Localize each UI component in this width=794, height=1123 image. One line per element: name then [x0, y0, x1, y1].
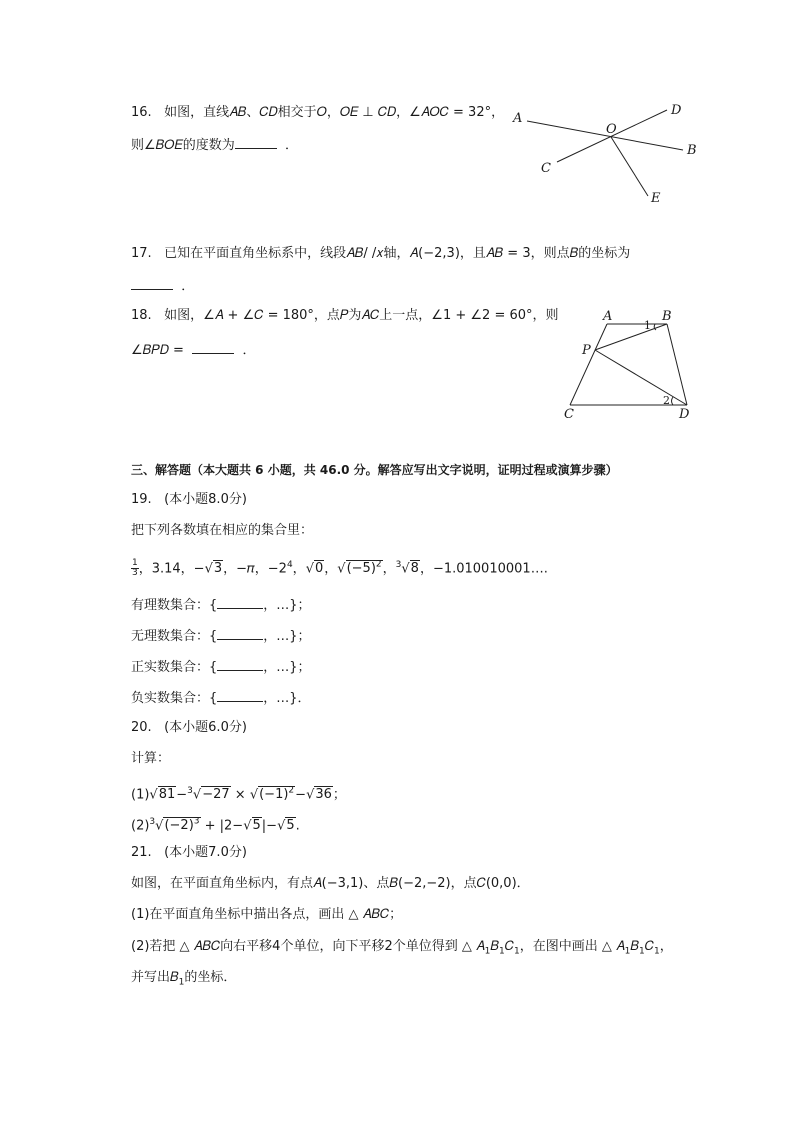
q18-period: ．	[242, 343, 256, 358]
label-e: E	[651, 191, 661, 206]
set-end: ，…}．	[263, 691, 311, 706]
q19-numbers	[131, 555, 548, 579]
q21-number: 21.	[131, 845, 152, 860]
q21-header	[131, 843, 247, 863]
segment-bd	[667, 324, 687, 405]
angle-2-arc	[672, 397, 674, 405]
separator: ，	[324, 561, 338, 577]
sqrt-icon: √	[204, 561, 213, 577]
irrational-blank[interactable]	[217, 625, 263, 640]
label-c: C	[541, 161, 551, 176]
radicand-8: 8	[410, 561, 419, 577]
label-d: D	[679, 407, 690, 422]
exponent-3: 3	[193, 817, 200, 827]
ray-oe	[611, 137, 648, 196]
q17-text: 已知在平面直角坐标系中，线段𝐴𝐵/ /𝑥轴，𝐴(−2,3)，且𝐴𝐵 = 3，则点𝐵的坐标为	[164, 246, 631, 261]
label-angle-1: 1	[644, 319, 651, 332]
sqrt-icon: √	[249, 787, 259, 803]
q16-line2	[131, 134, 298, 156]
radicand-neg27: −27	[202, 787, 230, 803]
label-b: B	[662, 309, 672, 324]
segment-pd	[595, 350, 687, 405]
label-d: D	[671, 103, 682, 118]
label-a: A	[603, 309, 613, 324]
operator: −	[295, 787, 307, 803]
set-end: ，…}；	[263, 629, 311, 644]
q21-part2-cont	[131, 968, 236, 993]
positive-label: 正实数集合：{	[131, 660, 218, 675]
negative-label: 负实数集合：{	[131, 691, 218, 706]
irrational-label: 无理数集合：{	[131, 629, 218, 644]
radicand-neg2-cubed	[163, 817, 200, 833]
terminator: .	[295, 818, 300, 834]
q20-number: 20.	[131, 720, 152, 735]
q21-part1: (1)在平面直角坐标中描出各点，画出 △ 𝐴𝐵𝐶；	[131, 907, 403, 922]
cube-root-index: 3	[149, 817, 156, 827]
q16-line1	[131, 103, 504, 123]
exponent-2: 2	[288, 786, 295, 796]
q17-number: 17.	[131, 246, 152, 261]
angle-1-arc	[654, 324, 656, 330]
separator: ，	[292, 561, 306, 577]
q21-part2-text: ，在图中画出 △ 𝐴	[519, 939, 625, 954]
operator: |−	[261, 818, 278, 834]
q19-header	[131, 490, 247, 510]
q18-line2	[131, 339, 255, 361]
q21-part2-text: 𝐵	[490, 939, 500, 954]
label-p: P	[582, 343, 591, 358]
label-a: A	[513, 111, 523, 126]
subscript: 1	[499, 946, 505, 957]
operator: + |2−	[200, 818, 244, 834]
exponent-4: 4	[286, 560, 293, 570]
q21-score: (本小题7.0分)	[164, 845, 247, 860]
subscript: 1	[484, 946, 491, 957]
sqrt-icon: √	[401, 561, 410, 577]
q18-line1	[131, 306, 559, 326]
q21-part2-text: ，	[659, 939, 673, 954]
radicand-81: 81	[158, 787, 176, 803]
q17-line1	[131, 244, 630, 264]
sqrt-icon: √	[243, 818, 252, 834]
sqrt-icon: √	[155, 818, 164, 834]
operator: ×	[230, 787, 250, 803]
q21-part2-text: 的坐标．	[184, 970, 237, 985]
separator: ，	[382, 561, 396, 577]
q16-period: ．	[284, 138, 298, 153]
irrational-set	[131, 625, 311, 647]
line-ab	[527, 121, 683, 150]
radicand-neg5-squared	[346, 560, 383, 576]
q19-score: (本小题8.0分)	[164, 492, 247, 507]
fraction-numerator: 1	[132, 558, 138, 569]
negative-blank[interactable]	[217, 687, 263, 702]
q16-answer-blank[interactable]	[235, 134, 277, 149]
set-end: ，…}；	[263, 660, 311, 675]
q16-text: 如图，直线𝐴𝐵、𝐶𝐷相交于𝑂，𝑂𝐸 ⊥ 𝐶𝐷，∠𝐴𝑂𝐶 = 32°，	[164, 105, 505, 120]
q18-text: 如图，∠𝐴 + ∠𝐶 = 180°，点𝑃为𝐴𝐶上一点，∠1 + ∠2 = 60°，则	[164, 308, 559, 323]
exponent-2: 2	[375, 560, 382, 570]
q21-text: 如图，在平面直角坐标内，有点𝐴(−3,1)、点𝐵(−2,−2)，点𝐶(0,0)．	[131, 876, 530, 891]
q20-score: (本小题6.0分)	[164, 720, 247, 735]
q21-part2	[131, 937, 673, 962]
label-c: C	[564, 407, 574, 422]
q21-part2-text: 𝐶	[644, 939, 654, 954]
sqrt-icon: √	[305, 561, 314, 577]
subscript: 1	[178, 977, 185, 988]
q20-prompt: 计算：	[131, 751, 171, 766]
q19-number: 19.	[131, 492, 152, 507]
rational-label: 有理数集合：{	[131, 598, 218, 613]
radicand-0: 0	[314, 561, 324, 577]
number-list-2: ，−𝜋，−2	[223, 561, 287, 577]
radicand-36: 36	[315, 787, 332, 803]
q21-part2-text: 并写出𝐵	[131, 970, 179, 985]
q21-part2-text: 𝐶	[504, 939, 514, 954]
subscript: 1	[624, 946, 631, 957]
q18-number: 18.	[131, 308, 152, 323]
segment-ac	[570, 324, 607, 405]
segment-pb	[595, 324, 667, 350]
radicand-5: 5	[252, 818, 261, 834]
sqrt-icon: √	[149, 787, 158, 803]
radicand-3: 3	[213, 561, 223, 577]
set-end: ，…}；	[263, 598, 311, 613]
section-3-title: 三、解答题（本大题共 6 小题，共 46.0 分。解答应写出文字说明，证明过程或演算步骤）	[131, 463, 618, 477]
sqrt-icon: √	[277, 818, 286, 834]
neg5: (−5)	[346, 561, 376, 577]
subscript: 1	[653, 946, 660, 957]
label-b: B	[687, 143, 697, 158]
q18-figure	[560, 308, 700, 426]
q16-number: 16.	[131, 105, 152, 120]
neg2: (−2)	[164, 818, 194, 834]
number-list-3: ，−1.010010001….	[419, 561, 548, 577]
label-angle-2: 2	[663, 394, 670, 407]
fraction-one-third	[131, 559, 139, 578]
fraction-denominator: 3	[132, 568, 138, 579]
q17-period: ．	[181, 279, 195, 294]
q16-figure	[505, 98, 705, 210]
positive-set	[131, 656, 311, 678]
part-label: (1)	[131, 787, 150, 803]
operator: −	[176, 787, 188, 803]
q20-part2	[131, 812, 300, 836]
cube-root-index: 3	[187, 786, 193, 796]
number-list-1: ，3.14，−	[138, 561, 205, 577]
q20-part1	[131, 781, 346, 805]
q19-prompt: 把下列各数填在相应的集合里：	[131, 523, 314, 538]
radicand-neg1-squared	[258, 786, 295, 802]
label-o: O	[606, 122, 617, 137]
sqrt-icon: √	[192, 787, 202, 803]
neg1: (−1)	[259, 787, 289, 803]
q17-line2	[131, 275, 194, 297]
radicand-5: 5	[286, 818, 295, 834]
cube-root-index: 3	[395, 560, 402, 570]
terminator: ；	[332, 787, 346, 803]
q18-question: ∠𝐵𝑃𝐷 =	[131, 343, 184, 358]
negative-set	[131, 687, 311, 709]
q16-question: 则∠𝐵𝑂𝐸的度数为	[131, 138, 235, 153]
q17-answer-blank[interactable]	[131, 275, 173, 290]
q20-header	[131, 718, 247, 738]
sqrt-icon: √	[306, 787, 315, 803]
q21-part2-text: (2)若把 △ 𝐴𝐵𝐶向右平移4个单位，向下平移2个单位得到 △ 𝐴	[131, 939, 485, 954]
q21-part2-text: 𝐵	[630, 939, 640, 954]
q18-answer-blank[interactable]	[192, 339, 234, 354]
subscript: 1	[513, 946, 520, 957]
subscript: 1	[639, 946, 645, 957]
sqrt-icon: √	[337, 561, 346, 577]
rational-set	[131, 594, 311, 616]
part-label: (2)	[131, 818, 150, 834]
positive-blank[interactable]	[217, 656, 263, 671]
rational-blank[interactable]	[217, 594, 263, 609]
